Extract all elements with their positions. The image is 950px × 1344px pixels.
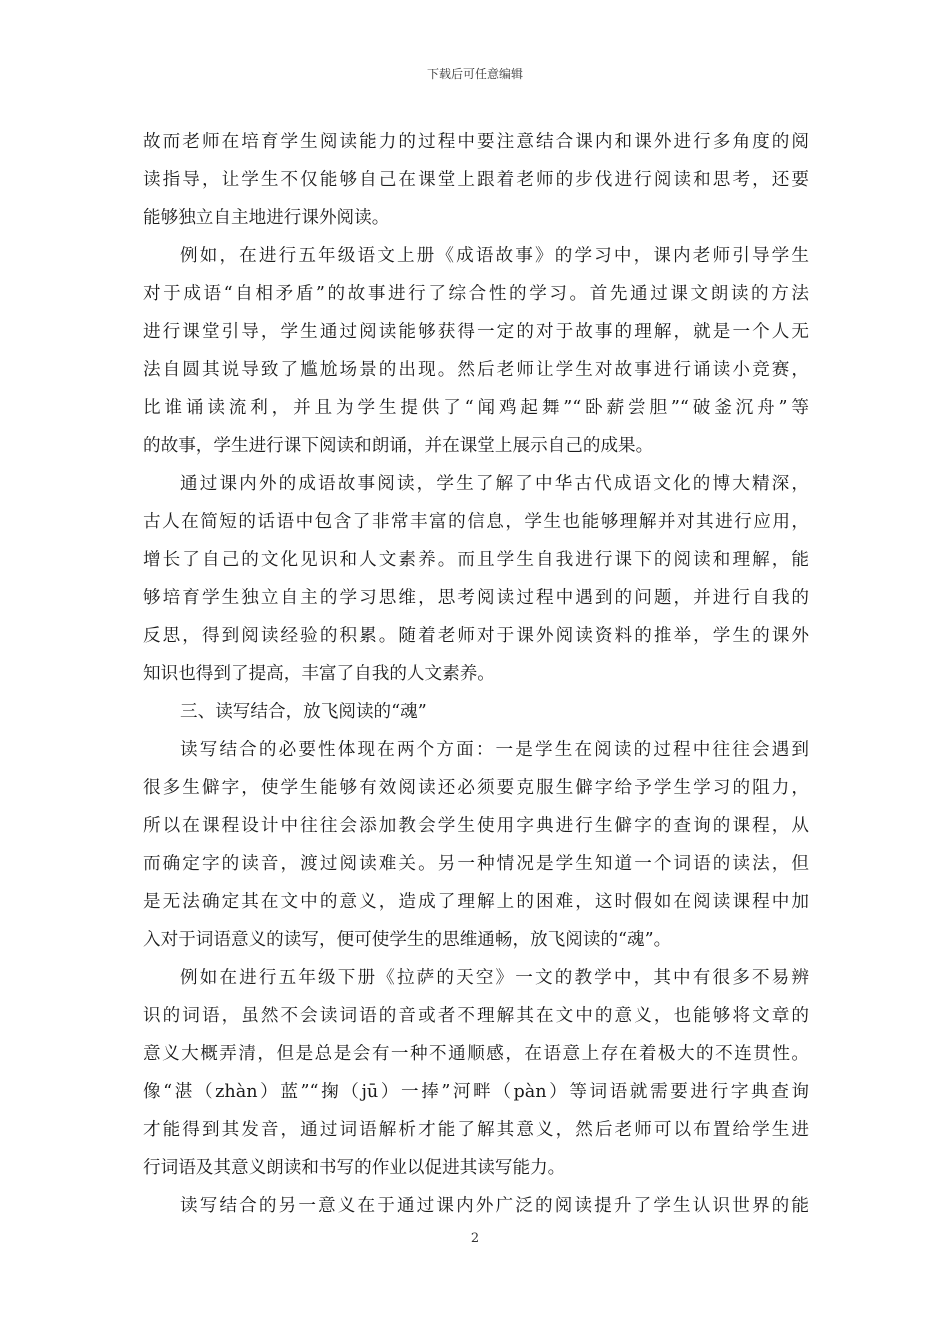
text-line: 读写结合的必要性体现在两个方面：一是学生在阅读的过程中往往会遇到 — [180, 740, 809, 760]
text-line: 行词语及其意义朗读和书写的作业以促进其读写能力。 — [143, 1158, 566, 1178]
page-header: 下载后可任意编辑 — [426, 67, 523, 81]
text-line: 读指导，让学生不仅能够自己在课堂上跟着老师的步伐进行阅读和思考，还要 — [143, 170, 809, 190]
text-line: 而确定字的读音，渡过阅读难关。另一种情况是学生知道一个词语的读法，但 — [143, 854, 809, 874]
text-line: 意义大概弄清，但是总是会有一种不通顺感，在语意上存在着极大的不连贯性。 — [143, 1044, 809, 1064]
text-line: 读写结合的另一意义在于通过课内外广泛的阅读提升了学生认识世界的能 — [180, 1196, 809, 1216]
text-line: 是无法确定其在文中的意义，造成了理解上的困难，这时假如在阅读课程中加 — [143, 892, 809, 912]
text-line: 入对于词语意义的读写，便可使学生的思维通畅，放飞阅读的“魂”。 — [143, 930, 672, 950]
text-line: 的故事，学生进行课下阅读和朗诵，并在课堂上展示自己的成果。 — [143, 436, 654, 456]
text-line: 很多生僻字，使学生能够有效阅读还必须要克服生僻字给予学生学习的阻力， — [143, 778, 809, 798]
text-line: 例如在进行五年级下册《拉萨的天空》一文的教学中，其中有很多不易辨 — [180, 968, 809, 988]
text-line: 进行课堂引导，学生通过阅读能够获得一定的对于故事的理解，就是一个人无 — [143, 322, 809, 342]
text-line: 所以在课程设计中往往会添加教会学生使用字典进行生僻字的查询的课程，从 — [143, 816, 809, 836]
text-line: 能够独立自主地进行课外阅读。 — [143, 208, 390, 228]
section-heading: 三、读写结合，放飞阅读的“魂” — [180, 702, 427, 722]
page-number: 2 — [470, 1231, 480, 1246]
text-line: 增长了自己的文化见识和人文素养。而且学生自我进行课下的阅读和理解，能 — [143, 550, 809, 570]
text-line: 比谁诵读流利，并且为学生提供了“闻鸡起舞”“卧薪尝胆”“破釜沉舟”等 — [143, 398, 809, 418]
text-line: 反思，得到阅读经验的积累。随着老师对于课外阅读资料的推举，学生的课外 — [143, 626, 809, 646]
text-line: 例如，在进行五年级语文上册《成语故事》的学习中，课内老师引导学生 — [180, 246, 809, 266]
text-line: 故而老师在培育学生阅读能力的过程中要注意结合课内和课外进行多角度的阅 — [143, 132, 809, 152]
text-line: 通过课内外的成语故事阅读，学生了解了中华古代成语文化的博大精深， — [180, 474, 809, 494]
text-line: 像“湛（zhàn）蓝”“掬（jū）一捧”河畔（pàn）等词语就需要进行字典查询 — [143, 1082, 809, 1102]
text-line: 古人在简短的话语中包含了非常丰富的信息，学生也能够理解并对其进行应用， — [143, 512, 809, 532]
text-line: 识的词语，虽然不会读词语的音或者不理解其在文中的意义，也能够将文章的 — [143, 1006, 809, 1026]
document-body — [143, 123, 809, 1225]
text-line: 法自圆其说导致了尴尬场景的出现。然后老师让学生对故事进行诵读小竞赛， — [143, 360, 809, 380]
text-line: 知识也得到了提高，丰富了自我的人文素养。 — [143, 664, 495, 684]
text-line: 够培育学生独立自主的学习思维，思考阅读过程中遇到的问题，并进行自我的 — [143, 588, 809, 608]
text-line: 对于成语“自相矛盾”的故事进行了综合性的学习。首先通过课文朗读的方法 — [143, 284, 809, 304]
text-line: 才能得到其发音，通过词语解析才能了解其意义，然后老师可以布置给学生进 — [143, 1120, 809, 1140]
